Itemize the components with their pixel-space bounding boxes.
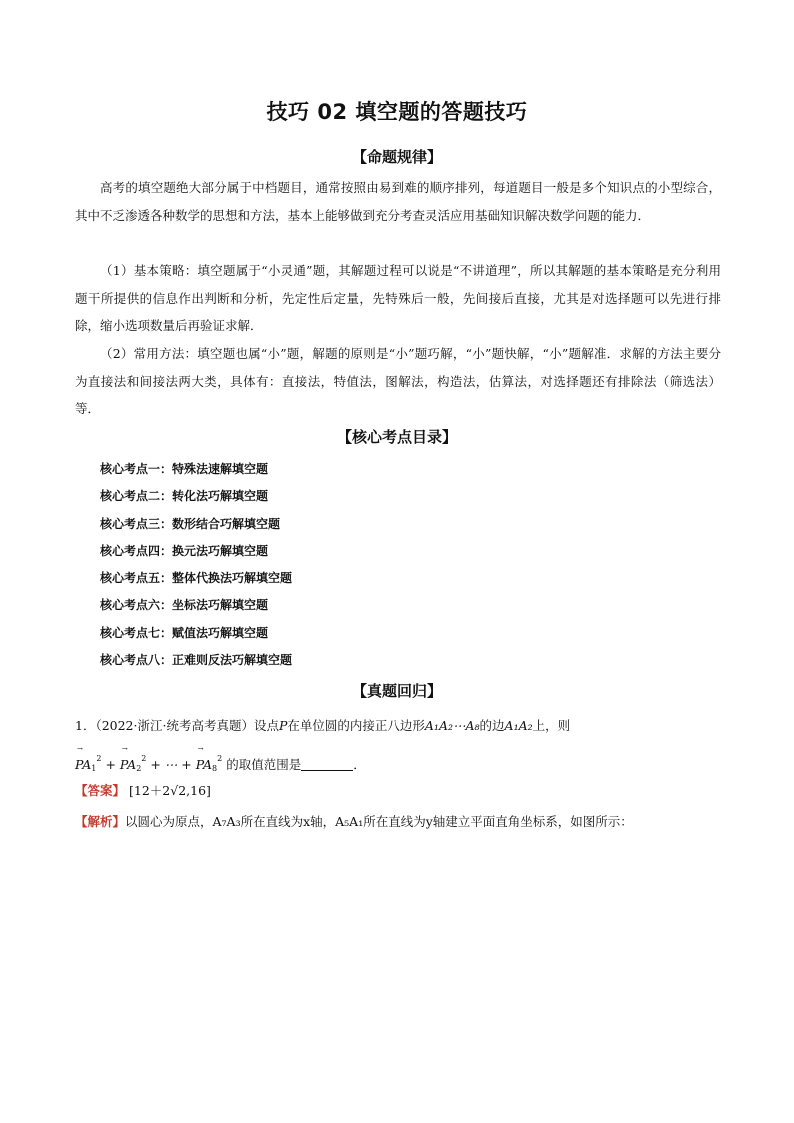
answer-value: [12＋2√2,16]	[129, 783, 211, 798]
intro-paragraph: 高考的填空题绝大部分属于中档题目，通常按照由易到难的顺序排列，每道题目一般是多个知识点的小型综合，其中不乏渗透各种数学的思想和方法，基本上能够做到充分考查灵活应用基础知识解决数学问题的能力．	[75, 180, 721, 223]
toc-item[interactable]: 核心考点七：赋值法巧解填空题	[100, 625, 269, 640]
toc-item[interactable]: 核心考点一：特殊法速解填空题	[100, 462, 269, 476]
analysis-tag: 【解析】	[75, 814, 126, 829]
heading-review: 【真题回归】	[351, 682, 442, 700]
method-paragraph: （2）常用方法：填空题也属“小”题，解题的原则是“小”题巧解，“小”题快解，“小”题解准．求解的方法主要分为直接法和间接法两大类，具体有：直接法，特值法，图解法，构造法，估算法，对选择题还有排除法（筛选法）等．	[75, 346, 721, 416]
heading-toc: 【核心考点目录】	[336, 428, 457, 446]
question-mid: 在单位圆的内接正八边形	[287, 718, 425, 733]
analysis-line	[75, 812, 721, 832]
question-1-stem	[75, 716, 721, 736]
page-title: 技巧 02 填空题的答题技巧	[266, 100, 528, 124]
answer-line	[75, 781, 721, 801]
toc-item[interactable]: 核心考点四：换元法巧解填空题	[100, 543, 269, 558]
question-1-expression	[75, 745, 721, 779]
answer-tag: 【答案】	[75, 783, 126, 798]
core-topics-list	[100, 456, 292, 674]
answer-blank[interactable]	[301, 758, 353, 771]
octagon-label: A₁A₂⋯A₈	[424, 718, 480, 733]
toc-item[interactable]: 核心考点二：转化法巧解填空题	[100, 489, 269, 504]
strategy-paragraph: （1）基本策略：填空题属于“小灵通”题，其解题过程可以说是“不讲道理”，所以其解题的基本策略是充分利用题干所提供的信息作出判断和分析，先定性后定量，先特殊后一般，先间接后直接，尤其是对选择题可以先进行排除，缩小选项数量后再验证求解．	[75, 263, 721, 333]
question-edge-pre: 的边	[479, 718, 505, 733]
question-prefix: 1．（2022·浙江·统考高考真题）设点	[75, 718, 279, 733]
analysis-text: 以圆心为原点，A₇A₃所在直线为x轴，A₅A₁所在直线为y轴建立平面直角坐标系，如图所示：	[125, 814, 633, 829]
toc-item[interactable]: 核心考点八：正难则反法巧解填空题	[100, 653, 293, 668]
question-end: ．	[353, 757, 366, 772]
toc-item[interactable]: 核心考点三：数形结合巧解填空题	[100, 516, 281, 531]
edge-label: A₁A₂	[504, 718, 533, 733]
vector-sum-expression: $PA_1$ → $^2 + PA_2$ → $^2$ + ⋯ + $PA_8$ → $^2$	[75, 745, 223, 773]
point-p: P	[278, 718, 288, 733]
expression-suffix: 的取值范围是	[226, 757, 302, 772]
toc-item[interactable]: 核心考点五：整体代换法巧解填空题	[100, 571, 293, 586]
heading-rules: 【命题规律】	[351, 148, 442, 166]
toc-item[interactable]: 核心考点六：坐标法巧解填空题	[100, 598, 269, 613]
question-suffix: 上，则	[532, 718, 571, 733]
